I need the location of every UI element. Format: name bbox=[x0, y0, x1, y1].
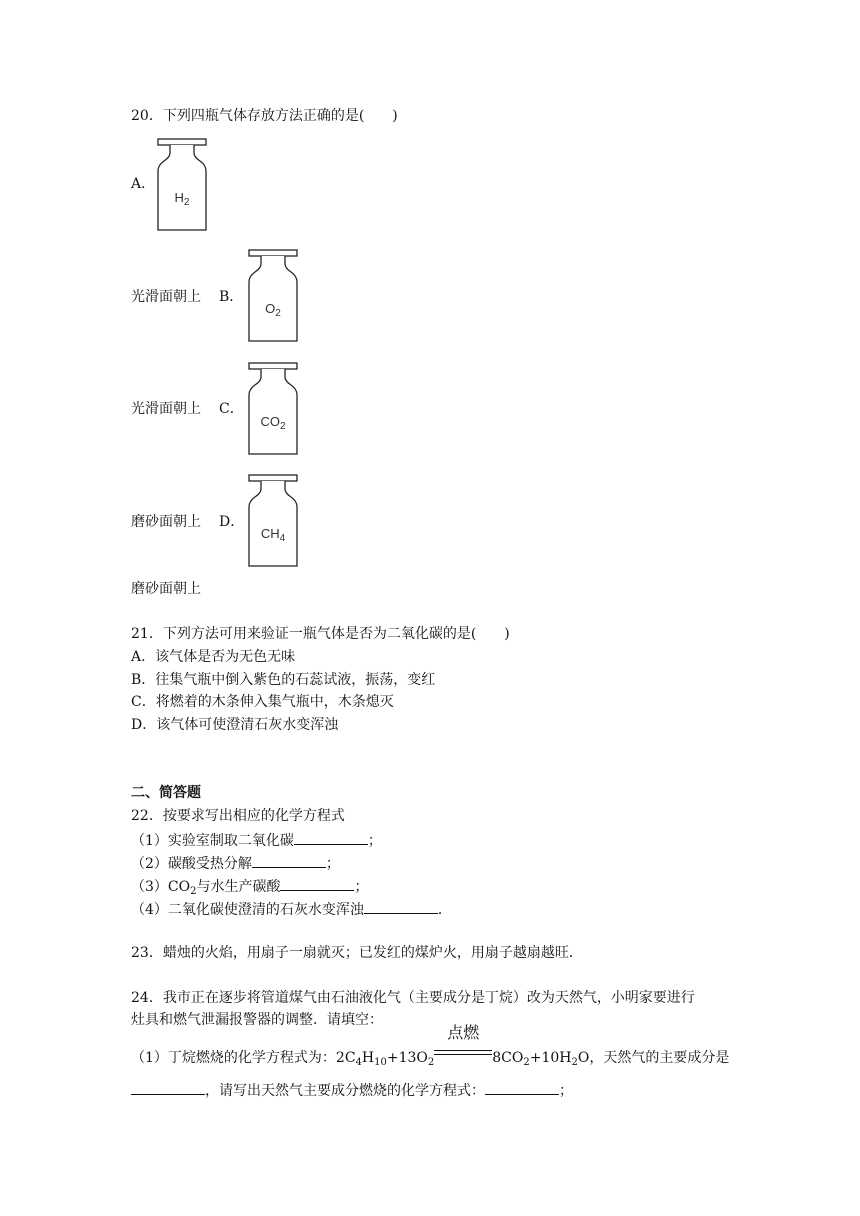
gas-bottle-ch4-image bbox=[247, 474, 299, 568]
q22-stem: 22．按要求写出相应的化学方程式 bbox=[131, 808, 345, 824]
q21-option-d: D．该气体可使澄清石灰水变浑浊 bbox=[131, 717, 339, 733]
bottle-label-co2: $CO_2$ bbox=[260, 414, 286, 432]
q20-option-d-prefix: 磨砂面朝上 bbox=[131, 514, 201, 530]
q24-equation-line: （1）丁烷燃烧的化学方程式为：$2C_4H_{10}+13O_2$ 点燃 $8CO_2+10H_2O$，天然气的主要成分是 bbox=[131, 1023, 730, 1068]
q20-option-d-label: D． bbox=[219, 514, 245, 530]
gas-bottle-icon bbox=[156, 138, 208, 232]
gas-bottle-o2-image bbox=[247, 249, 299, 343]
answer-blank bbox=[294, 830, 368, 845]
gas-bottle-icon bbox=[247, 474, 299, 568]
q21-option-a: A．该气体是否为无色无味 bbox=[131, 649, 296, 665]
gas-bottle-icon bbox=[247, 362, 299, 456]
q24-line-4: ，请写出天然气主要成分燃烧的化学方程式： ； bbox=[131, 1080, 573, 1100]
q20-option-c-label: C． bbox=[219, 401, 244, 417]
q22-item-3: $(3)CO_2$与水生产碳酸 ； bbox=[131, 876, 368, 896]
gas-bottle-h2-image bbox=[156, 138, 208, 232]
bottle-label-ch4: $CH_4$ bbox=[260, 526, 286, 544]
q24-line-2: 灶具和燃气泄漏报警器的调整．请填空： bbox=[131, 1012, 383, 1028]
answer-blank bbox=[485, 1080, 559, 1095]
answer-blank bbox=[280, 876, 354, 891]
q21-stem: 21．下列方法可用来验证一瓶气体是否为二氧化碳的是( ) bbox=[131, 626, 510, 642]
q22-item-2: （2）碳酸受热分解 ； bbox=[131, 853, 340, 873]
q22-item-4: （4）二氧化碳使澄清的石灰水变浑浊 ． bbox=[131, 899, 452, 919]
q20-option-a-label: A． bbox=[131, 176, 156, 192]
q21-option-b: B．往集气瓶中倒入紫色的石蕊试液，振荡，变红 bbox=[131, 672, 436, 688]
answer-blank bbox=[252, 853, 326, 868]
q24-line-1: 24．我市正在逐步将管道煤气由石油液化气（主要成分是丁烷）改为天然气，小明家要进行 bbox=[131, 990, 695, 1006]
reaction-arrow bbox=[434, 1023, 492, 1062]
answer-blank bbox=[131, 1080, 205, 1095]
gas-bottle-co2-image bbox=[247, 362, 299, 456]
bottle-label-o2: $O_2$ bbox=[265, 301, 281, 319]
answer-blank bbox=[364, 899, 438, 914]
q21-option-c: C．将燃着的木条伸入集气瓶中，木条熄灭 bbox=[131, 694, 394, 710]
section-title: 二、简答题 bbox=[131, 785, 201, 801]
bottle-label-h2: $H_2$ bbox=[174, 190, 190, 208]
q20-trailing-text: 磨砂面朝上 bbox=[131, 581, 201, 597]
q20-option-c-prefix: 光滑面朝上 bbox=[131, 401, 201, 417]
reaction-condition: 点燃 bbox=[447, 1023, 480, 1042]
q23-text: 23．蜡烛的火焰，用扇子一扇就灭；已发红的煤炉火，用扇子越扇越旺． bbox=[131, 945, 583, 961]
gas-bottle-icon bbox=[247, 249, 299, 343]
q20-stem: 20．下列四瓶气体存放方法正确的是( ) bbox=[131, 108, 398, 124]
q20-option-b-label: B． bbox=[219, 289, 244, 305]
q22-item-1: （1）实验室制取二氧化碳 ； bbox=[131, 830, 382, 850]
q20-option-b-prefix: 光滑面朝上 bbox=[131, 289, 201, 305]
